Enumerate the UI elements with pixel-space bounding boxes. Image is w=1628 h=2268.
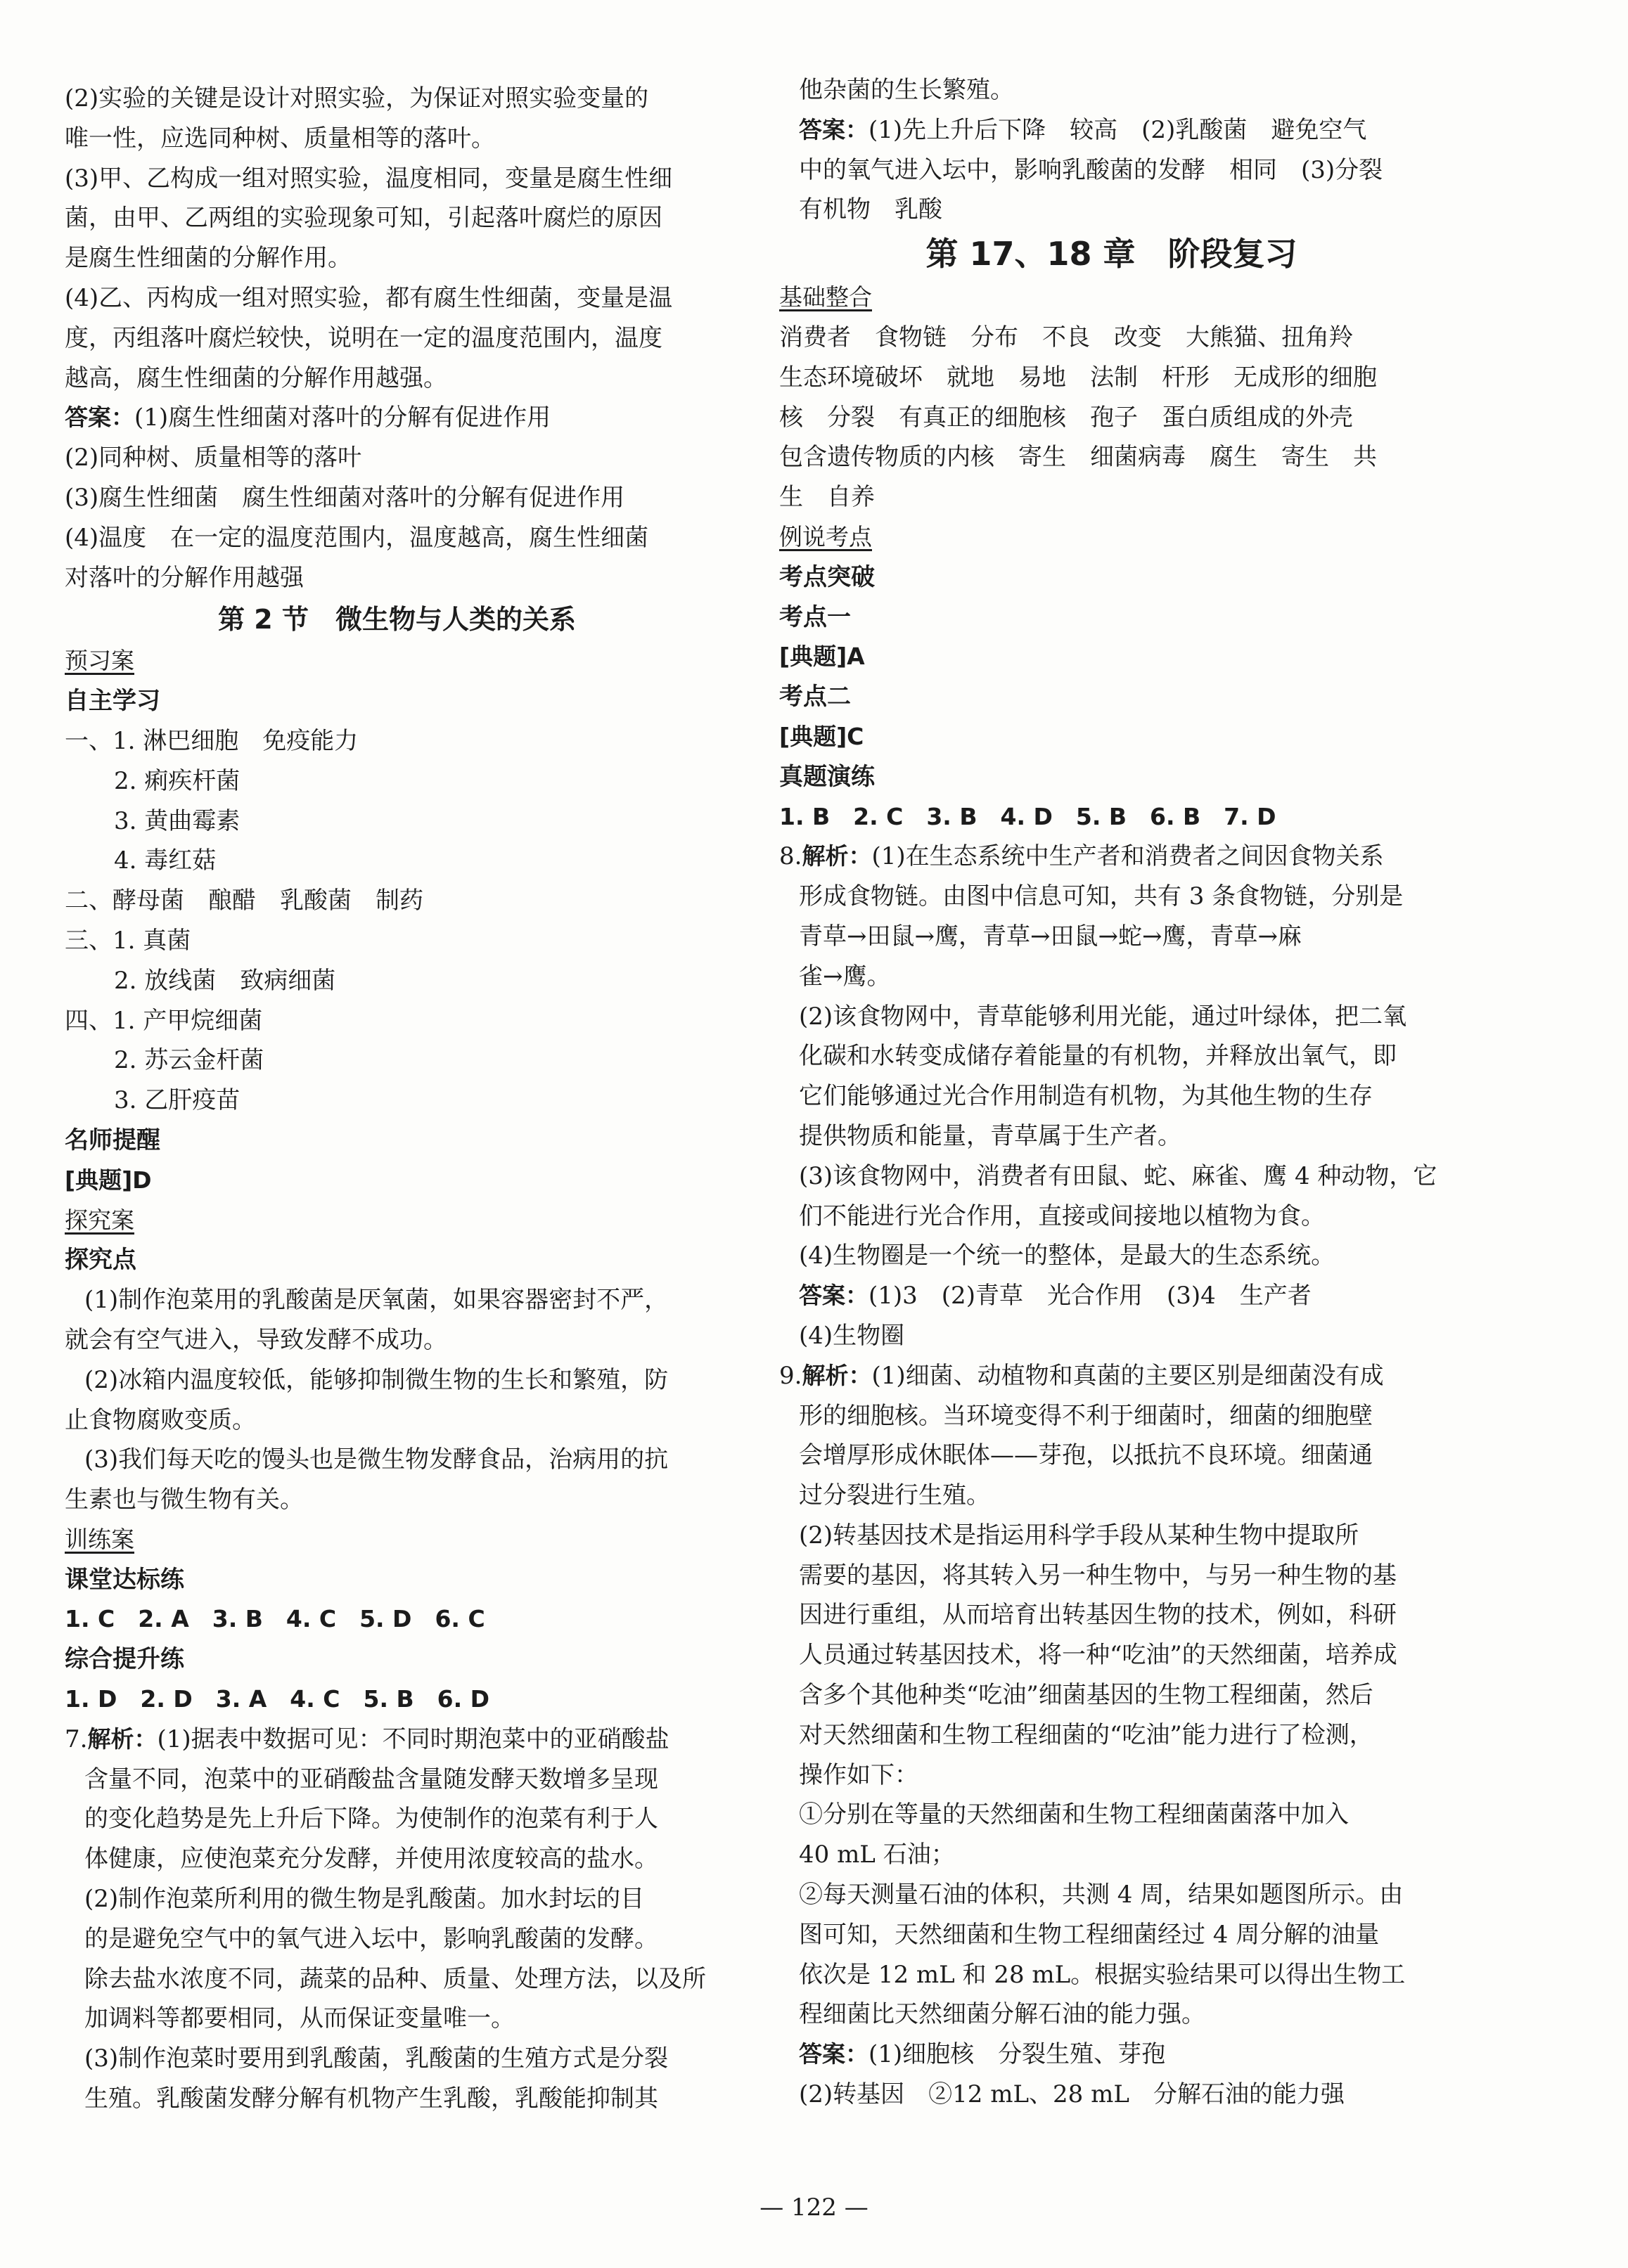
text-line: 生素也与微生物有关。 — [65, 1486, 304, 1514]
explore-tag: 探究案 — [65, 1206, 134, 1234]
text-line: 们不能进行光合作用，直接或间接地以植物为食。 — [799, 1201, 1325, 1230]
text-line: (2)转基因技术是指运用科学手段从某种生物中提取所 — [799, 1521, 1359, 1549]
list-item: 三、1. 真菌 — [65, 926, 191, 955]
class-practice-heading: 课堂达标练 — [65, 1565, 184, 1594]
answer-line: (4)温度 在一定的温度范围内，温度越高，腐生性细菌 — [65, 523, 649, 552]
answer-line: (4)生物圈 — [799, 1321, 905, 1350]
text-line: 是腐生性细菌的分解作用。 — [65, 244, 352, 273]
answer-line: 答案：(1)细胞核 分裂生殖、芽孢 — [799, 2040, 1166, 2069]
dianti-line: [典题]D — [65, 1166, 152, 1194]
text-line: 就会有空气进入，导致发酵不成功。 — [65, 1325, 447, 1354]
left-column — [65, 79, 729, 2119]
dianti-line: [典题]A — [779, 643, 865, 671]
text-line: 越高，腐生性细菌的分解作用越强。 — [65, 363, 447, 392]
page-number: — 122 — — [759, 2193, 869, 2222]
right-column — [779, 70, 1444, 2115]
answer-line: (2)同种树、质量相等的落叶 — [65, 444, 362, 472]
answer-line: 答案：(1)3 (2)青草 光合作用 (3)4 生产者 — [799, 1282, 1312, 1310]
text-line: (4)生物圈是一个统一的整体，是最大的生态系统。 — [799, 1242, 1335, 1270]
text-line: (3)甲、乙构成一组对照实验，温度相同，变量是腐生性细 — [65, 164, 673, 193]
text-line: 它们能够通过光合作用制造有机物，为其他生物的生存 — [799, 1082, 1373, 1111]
text-line: 的变化趋势是先上升后下降。为使制作的泡菜有利于人 — [84, 1805, 658, 1834]
text-line: 提供物质和能量，青草属于生产者。 — [799, 1121, 1181, 1150]
answer-line: 对落叶的分解作用越强 — [65, 563, 304, 592]
q8-first-line: 8.解析：(1)在生态系统中生产者和消费者之间因食物关系 — [779, 842, 1384, 871]
text-line: 需要的基因，将其转入另一种生物中，与另一种生物的基 — [799, 1561, 1397, 1590]
text-line: 形成食物链。由图中信息可知，共有 3 条食物链，分别是 — [799, 882, 1404, 911]
section-title: 第 2 节 微生物与人类的关系 — [218, 604, 576, 636]
answer-key: 1. B 2. C 3. B 4. D 5. B 6. B 7. D — [779, 802, 1276, 830]
point-heading: 考点一 — [779, 603, 851, 631]
text-line: 因进行重组，从而培育出转基因生物的技术，例如，科研 — [799, 1601, 1397, 1630]
text-line: 形的细胞核。当环境变得不利于细菌时，细菌的细胞壁 — [799, 1401, 1373, 1430]
text-line: 核 分裂 有真正的细胞核 孢子 蛋白质组成的外壳 — [779, 403, 1353, 432]
answer-line: 答案：(1)腐生性细菌对落叶的分解有促进作用 — [65, 404, 551, 432]
preview-tag: 预习案 — [65, 647, 134, 675]
real-practice-heading: 真题演练 — [779, 762, 875, 791]
chapter-title: 第 17、18 章 阶段复习 — [925, 235, 1297, 273]
list-item: 4. 毒红菇 — [114, 846, 217, 875]
list-item: 3. 乙肝疫苗 — [114, 1086, 241, 1115]
list-item: 2. 苏云金杆菌 — [114, 1046, 264, 1075]
text-line: (3)制作泡菜时要用到乳酸菌，乳酸菌的生殖方式是分裂 — [84, 2044, 669, 2073]
text-line: (2)制作泡菜所利用的微生物是乳酸菌。加水封坛的目 — [84, 1885, 645, 1914]
text-line: (2)实验的关键是设计对照实验，为保证对照实验变量的 — [65, 84, 649, 112]
text-line: 唯一性，应选同种树、质量相等的落叶。 — [65, 124, 495, 153]
text-line: 图可知，天然细菌和生物工程细菌经过 4 周分解的油量 — [799, 1920, 1380, 1949]
self-study-heading: 自主学习 — [65, 687, 160, 716]
text-line: 菌，由甲、乙两组的实验现象可知，引起落叶腐烂的原因 — [65, 204, 662, 233]
text-line: 止食物腐败变质。 — [65, 1405, 256, 1434]
text-line: (3)我们每天吃的馒头也是微生物发酵食品，治病用的抗 — [84, 1445, 669, 1474]
text-line: 加调料等都要相同，从而保证变量唯一。 — [84, 2004, 515, 2033]
text-line: 包含遗传物质的内核 寄生 细菌病毒 腐生 寄生 共 — [779, 443, 1377, 472]
list-item: 四、1. 产甲烷细菌 — [65, 1006, 263, 1035]
dianti-line: [典题]C — [779, 722, 864, 750]
text-line: (4)乙、丙构成一组对照实验，都有腐生性细菌，变量是温 — [65, 283, 673, 312]
text-line: 程细菌比天然细菌分解石油的能力强。 — [799, 2000, 1205, 2029]
text-line: 他杂菌的生长繁殖。 — [799, 76, 1014, 104]
text-line: 体健康，应使泡菜充分发酵，并使用浓度较高的盐水。 — [84, 1845, 658, 1874]
list-item: 2. 痢疾杆菌 — [114, 766, 241, 795]
text-line: 雀→鹰。 — [799, 962, 891, 991]
point-heading: 考点二 — [779, 683, 851, 711]
text-line: 会增厚形成休眠体——芽孢，以抵抗不良环境。细菌通 — [799, 1441, 1373, 1470]
basic-tag: 基础整合 — [779, 283, 872, 311]
advance-practice-heading: 综合提升练 — [65, 1645, 184, 1674]
answer-line: (3)腐生性细菌 腐生性细菌对落叶的分解有促进作用 — [65, 483, 625, 512]
text-line: 操作如下： — [799, 1760, 918, 1789]
text-line: 除去盐水浓度不同，蔬菜的品种、质量、处理方法，以及所 — [84, 1964, 706, 1993]
answer-label: 答案： — [65, 404, 134, 432]
text-line: 过分裂进行生殖。 — [799, 1481, 990, 1510]
text-line: 度，丙组落叶腐烂较快，说明在一定的温度范围内，温度 — [65, 323, 662, 352]
answer-line: 答案：(1)先上升后下降 较高 (2)乳酸菌 避免空气 — [799, 115, 1367, 144]
text-line: ②每天测量石油的体积，共测 4 周，结果如题图所示。由 — [799, 1881, 1404, 1909]
list-item: 2. 放线菌 致病细菌 — [114, 966, 336, 995]
text-line: 人员通过转基因技术，将一种“吃油”的天然细菌，培养成 — [799, 1641, 1397, 1670]
answer-line: (2)转基因 ②12 mL、28 mL 分解石油的能力强 — [799, 2080, 1345, 2109]
text-line: (1)制作泡菜用的乳酸菌是厌氧菌，如果容器密封不严， — [84, 1286, 669, 1315]
text-line: 40 mL 石油； — [799, 1841, 955, 1869]
text-line: 生 自养 — [779, 483, 875, 512]
text-line: 含多个其他种类“吃油”细菌基因的生物工程细菌，然后 — [799, 1681, 1373, 1710]
text-line: 生态环境破坏 就地 易地 法制 杆形 无成形的细胞 — [779, 363, 1377, 392]
q7-first-line: 7.解析：(1)据表中数据可见：不同时期泡菜中的亚硝酸盐 — [65, 1725, 669, 1753]
train-tag: 训练案 — [65, 1525, 134, 1553]
text-line: 消费者 食物链 分布 不良 改变 大熊猫、扭角羚 — [779, 323, 1353, 352]
text-line: 生殖。乳酸菌发酵分解有机物产生乳酸，乳酸能抑制其 — [84, 2085, 658, 2113]
q9-first-line: 9.解析：(1)细菌、动植物和真菌的主要区别是细菌没有成 — [779, 1361, 1384, 1390]
example-tag: 例说考点 — [779, 522, 872, 550]
text-line: 的是避免空气中的氧气进入坛中，影响乳酸菌的发酵。 — [84, 1924, 658, 1953]
list-item: 3. 黄曲霉素 — [114, 806, 241, 835]
list-item: 二、酵母菌 酿醋 乳酸菌 制药 — [65, 887, 423, 915]
answer-line: 中的氧气进入坛中，影响乳酸菌的发酵 相同 (3)分裂 — [799, 155, 1383, 184]
text-line: (3)该食物网中，消费者有田鼠、蛇、麻雀、鹰 4 种动物，它 — [799, 1161, 1437, 1190]
text-line: 青草→田鼠→鹰，青草→田鼠→蛇→鹰，青草→麻 — [799, 922, 1302, 951]
explore-point-heading: 探究点 — [65, 1246, 136, 1275]
text-line: 含量不同，泡菜中的亚硝酸盐含量随发酵天数增多呈现 — [84, 1765, 658, 1793]
text-line: (2)该食物网中，青草能够利用光能，通过叶绿体，把二氧 — [799, 1002, 1407, 1031]
text-line: 对天然细菌和生物工程细菌的“吃油”能力进行了检测， — [799, 1720, 1373, 1749]
answer-line: 有机物 乳酸 — [799, 195, 942, 224]
text-line: 依次是 12 mL 和 28 mL。根据实验结果可以得出生物工 — [799, 1960, 1406, 1989]
answer-key: 1. D 2. D 3. A 4. C 5. B 6. D — [65, 1685, 490, 1713]
text-line: ①分别在等量的天然细菌和生物工程细菌菌落中加入 — [799, 1800, 1349, 1829]
text-line: (2)冰箱内温度较低，能够抑制微生物的生长和繁殖，防 — [84, 1365, 669, 1394]
text-line: 化碳和水转变成储存着能量的有机物，并释放出氧气，即 — [799, 1042, 1397, 1071]
breakthrough-heading: 考点突破 — [779, 562, 875, 591]
list-item: 一、1. 淋巴细胞 免疫能力 — [65, 726, 359, 755]
teacher-tip-heading: 名师提醒 — [65, 1126, 160, 1154]
answer-key: 1. C 2. A 3. B 4. C 5. D 6. C — [65, 1605, 485, 1633]
